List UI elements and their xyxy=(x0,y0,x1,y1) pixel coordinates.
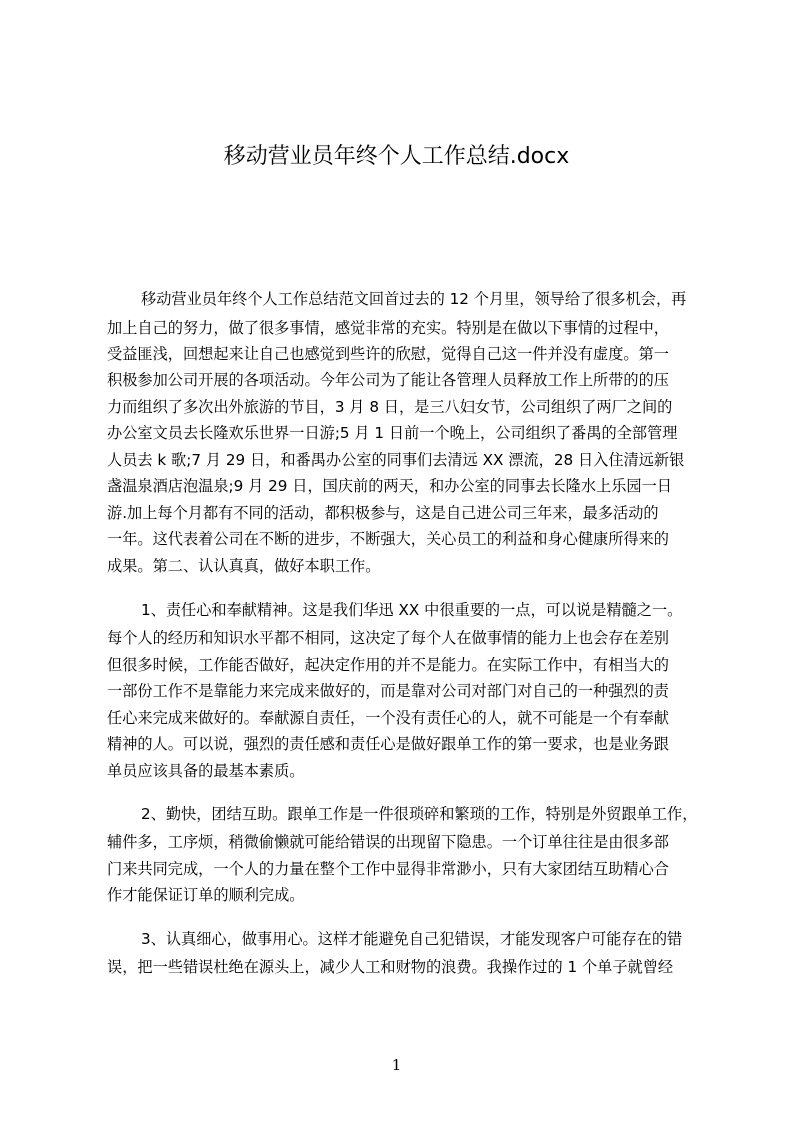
paragraph-line: 作才能保证订单的顺利完成。 xyxy=(107,886,305,904)
paragraph-line: 每个人的经历和知识水平都不相同，这决定了每个人在做事情的能力上也会存在差别 xyxy=(107,629,669,647)
paragraph-line: 但很多时候，工作能否做好，起决定作用的并不是能力。在实际工作中，有相当大的 xyxy=(107,656,669,674)
paragraph-line: 成果。第二、认认真真，做好本职工作。 xyxy=(107,557,381,575)
paragraph-line: 误，把一些错误杜绝在源头上，减少人工和财物的浪费。我操作过的 1 个单子就曾经 xyxy=(107,958,674,976)
paragraph-line: 一部份工作不是靠能力来完成来做好的，而是靠对公司对部门对自己的一种强烈的责 xyxy=(107,682,669,700)
paragraph-line: 加上自己的努力，做了很多事情，感觉非常的充实。特别是在做以下事情的过程中， xyxy=(107,319,669,337)
paragraph-line: 办公室文员去长隆欢乐世界一日游;5 月 1 日前一个晚上，公司组织了番禺的全部管理 xyxy=(107,424,678,442)
paragraph-line: 游.加上每个月都有不同的活动，都积极参与，这是自己进公司三年来，最多活动的 xyxy=(107,504,659,522)
paragraph-line: 门来共同完成，一个人的力量在整个工作中显得非常渺小，只有大家团结互助精心合 xyxy=(107,860,669,878)
paragraph-line: 受益匪浅，回想起来让自己也感觉到些许的欣慰，觉得自己这一件并没有虚度。第一 xyxy=(107,345,669,363)
paragraph-line: 任心来完成来做好的。奉献源自责任，一个没有责任心的人，就不可能是一个有奉献 xyxy=(107,709,669,727)
paragraph-line: 移动营业员年终个人工作总结范文回首过去的 12 个月里，领导给了很多机会，再 xyxy=(141,290,687,308)
paragraph-line: 3、认真细心，做事用心。这样才能避免自己犯错误，才能发现客户可能存在的错 xyxy=(141,930,683,948)
paragraph-line: 积极参加公司开展的各项活动。今年公司为了能让各管理人员释放工作上所带的的压 xyxy=(107,371,669,389)
document-title: 移动营业员年终个人工作总结.docx xyxy=(223,144,570,169)
paragraph-line: 力而组织了多次出外旅游的节目，3 月 8 日，是三八妇女节，公司组织了两厂之间的 xyxy=(107,398,673,416)
paragraph-line: 精神的人。可以说，强烈的责任感和责任心是做好跟单工作的第一要求，也是业务跟 xyxy=(107,735,669,753)
page-number: 1 xyxy=(391,1056,402,1074)
paragraph-line: 单员应该具备的最基本素质。 xyxy=(107,762,305,780)
paragraph-line: 盏温泉酒店泡温泉;9 月 29 日，国庆前的两天，和办公室的同事去长隆水上乐园一日 xyxy=(107,477,672,495)
paragraph-line: 一年。这代表着公司在不断的进步，不断强大，关心员工的利益和身心健康所得来的 xyxy=(107,530,669,548)
paragraph-line: 人员去 k 歌;7 月 29 日，和番禺办公室的同事们去清远 XX 漂流，28 日入住清远新银 xyxy=(107,451,685,469)
paragraph-line: 1、责任心和奉献精神。这是我们华迅 XX 中很重要的一点，可以说是精髓之一。 xyxy=(141,601,683,619)
paragraph-line: 辅件多，工序烦，稍微偷懒就可能给错误的出现留下隐患。一个订单往往是由很多部 xyxy=(107,833,669,851)
paragraph-line: 2、勤快，团结互助。跟单工作是一件很琐碎和繁琐的工作，特别是外贸跟单工作， xyxy=(141,805,698,823)
